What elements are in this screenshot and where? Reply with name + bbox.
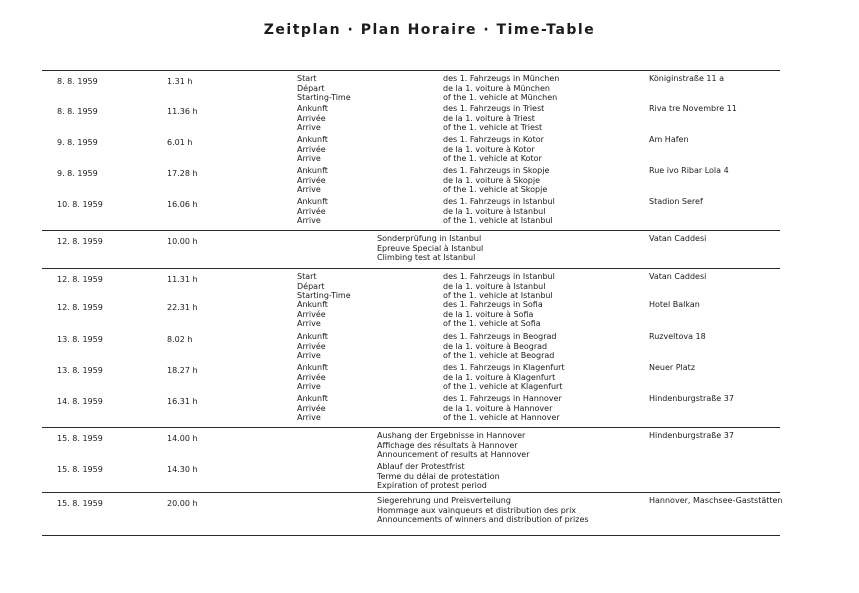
row-action-line: Ankunft (297, 363, 328, 372)
row-location: Riva tre Novembre 11 (649, 104, 737, 113)
row-location: Vatan Caddesi (649, 234, 707, 243)
row-description-line: de la 1. voiture à Sofia (443, 309, 534, 319)
row-event-line: Affichage des résultats à Hannover (377, 440, 518, 450)
row-action-line: Arrivée (297, 206, 326, 216)
row-event-line: Climbing test at Istanbul (377, 253, 476, 263)
row-date: 9. 8. 1959 (57, 169, 98, 178)
row-description-line: des 1. Fahrzeugs in Hannover (443, 394, 562, 403)
row-time: 17.28 h (167, 169, 198, 178)
row-action-line: Start (297, 74, 317, 83)
row-date: 15. 8. 1959 (57, 434, 103, 443)
row-date: 15. 8. 1959 (57, 499, 103, 508)
row-date: 12. 8. 1959 (57, 237, 103, 246)
row-description-line: de la 1. voiture à München (443, 83, 550, 93)
row-action-line: Arrivée (297, 144, 326, 154)
row-date: 13. 8. 1959 (57, 335, 103, 344)
section-divider (42, 230, 780, 231)
row-location: Neuer Platz (649, 363, 696, 372)
row-action (297, 74, 351, 103)
row-action (297, 197, 328, 226)
row-event-line: Sonderprüfung in Istanbul (377, 234, 482, 243)
row-description-line: de la 1. voiture à Kotor (443, 144, 535, 154)
row-event-line: Ablauf der Protestfrist (377, 462, 465, 471)
row-date: 8. 8. 1959 (57, 107, 98, 116)
row-description-line: des 1. Fahrzeugs in Kotor (443, 135, 544, 144)
row-description-line: des 1. Fahrzeugs in Istanbul (443, 197, 555, 206)
row-location: Hindenburgstraße 37 (649, 431, 734, 440)
row-action-line: Ankunft (297, 332, 328, 341)
row-event (377, 431, 530, 460)
page-title: Zeitplan · Plan Horaire · Time-Table (263, 22, 596, 38)
row-description-line: des 1. Fahrzeugs in Skopje (443, 166, 550, 175)
row-action-line: Arrive (297, 382, 321, 392)
row-date: 15. 8. 1959 (57, 465, 103, 474)
row-description-line: des 1. Fahrzeugs in Triest (443, 104, 545, 113)
row-time: 1.31 h (167, 77, 193, 86)
row-time: 14.30 h (167, 465, 198, 474)
row-description-line: de la 1. voiture à Istanbul (443, 281, 546, 291)
row-description-line: of the 1. vehicle at Hannover (443, 413, 560, 423)
row-description-line: of the 1. vehicle at Triest (443, 123, 543, 133)
row-time: 6.01 h (167, 138, 193, 147)
row-action-line: Départ (297, 281, 325, 291)
row-description-line: of the 1. vehicle at Istanbul (443, 291, 553, 301)
row-time: 22.31 h (167, 303, 198, 312)
row-date: 12. 8. 1959 (57, 275, 103, 284)
row-action-line: Arrivée (297, 403, 326, 413)
row-action-line: Ankunft (297, 104, 328, 113)
row-action-line: Arrive (297, 216, 321, 226)
row-description-line: of the 1. vehicle at Sofia (443, 319, 541, 329)
row-event (377, 496, 589, 525)
row-action-line: Arrive (297, 351, 321, 361)
row-action (297, 166, 328, 195)
row-event-line: Terme du délai de protestation (377, 471, 500, 481)
row-event-line: Siegerehrung und Preisverteilung (377, 496, 511, 505)
row-description (443, 197, 555, 226)
row-action-line: Start (297, 272, 317, 281)
row-action (297, 300, 328, 329)
row-action-line: Arrivée (297, 113, 326, 123)
row-action-line: Arrive (297, 185, 321, 195)
row-action-line: Arrivée (297, 341, 326, 351)
row-description (443, 74, 559, 103)
row-action (297, 332, 328, 361)
section-divider (42, 535, 780, 536)
row-location: Ruzveltova 18 (649, 332, 706, 341)
section-divider (42, 492, 780, 493)
row-description-line: de la 1. voiture à Beograd (443, 341, 548, 351)
row-location: Am Hafen (649, 135, 689, 144)
row-description-line: de la 1. voiture à Hannover (443, 403, 553, 413)
row-time: 14.00 h (167, 434, 198, 443)
row-action-line: Arrive (297, 123, 321, 133)
row-description-line: of the 1. vehicle at Skopje (443, 185, 548, 195)
row-description-line: de la 1. voiture à Skopje (443, 175, 541, 185)
row-date: 8. 8. 1959 (57, 77, 98, 86)
row-time: 20.00 h (167, 499, 198, 508)
row-description (443, 135, 544, 164)
row-description (443, 394, 562, 423)
row-description-line: de la 1. voiture à Triest (443, 113, 535, 123)
row-description-line: des 1. Fahrzeugs in München (443, 74, 560, 83)
row-description-line: of the 1. vehicle at München (443, 93, 558, 103)
row-date: 13. 8. 1959 (57, 366, 103, 375)
row-action-line: Arrive (297, 154, 321, 164)
row-description (443, 272, 555, 301)
row-event-line: Announcement of results at Hannover (377, 450, 530, 460)
row-description (443, 363, 565, 392)
row-action (297, 135, 328, 164)
row-location: Hannover, Maschsee-Gaststätten (649, 496, 783, 505)
row-description-line: of the 1. vehicle at Beograd (443, 351, 555, 361)
row-action-line: Départ (297, 83, 325, 93)
row-description-line: des 1. Fahrzeugs in Beograd (443, 332, 557, 341)
row-location: Stadion Seref (649, 197, 703, 206)
row-time: 11.36 h (167, 107, 198, 116)
row-location: Hotel Balkan (649, 300, 700, 309)
row-location: Königinstraße 11 a (649, 74, 725, 83)
row-action-line: Ankunft (297, 166, 328, 175)
row-event-line: Expiration of protest period (377, 481, 487, 491)
row-event-line: Announcements of winners and distribution of prizes (377, 515, 589, 525)
row-date: 10. 8. 1959 (57, 200, 103, 209)
row-action-line: Arrivée (297, 372, 326, 382)
section-divider (42, 70, 780, 71)
row-event (377, 462, 500, 491)
row-action-line: Ankunft (297, 197, 328, 206)
row-event-line: Epreuve Special à Istanbul (377, 243, 484, 253)
section-divider (42, 427, 780, 428)
row-date: 9. 8. 1959 (57, 138, 98, 147)
row-action-line: Ankunft (297, 135, 328, 144)
row-location: Rue ivo Ribar Lola 4 (649, 166, 729, 175)
row-date: 14. 8. 1959 (57, 397, 103, 406)
row-description-line: de la 1. voiture à Klagenfurt (443, 372, 556, 382)
row-time: 8.02 h (167, 335, 193, 344)
row-location: Vatan Caddesi (649, 272, 707, 281)
row-time: 18.27 h (167, 366, 198, 375)
row-time: 16.31 h (167, 397, 198, 406)
row-action (297, 272, 351, 301)
row-time: 16.06 h (167, 200, 198, 209)
row-action-line: Starting-Time (297, 93, 351, 103)
row-description-line: des 1. Fahrzeugs in Klagenfurt (443, 363, 565, 372)
row-event-line: Aushang der Ergebnisse in Hannover (377, 431, 526, 440)
row-description-line: of the 1. vehicle at Klagenfurt (443, 382, 563, 392)
row-description (443, 300, 543, 329)
row-date: 12. 8. 1959 (57, 303, 103, 312)
row-description-line: of the 1. vehicle at Kotor (443, 154, 542, 164)
row-location: Hindenburgstraße 37 (649, 394, 734, 403)
row-time: 11.31 h (167, 275, 198, 284)
row-description-line: of the 1. vehicle at Istanbul (443, 216, 553, 226)
row-description-line: des 1. Fahrzeugs in Sofia (443, 300, 543, 309)
row-action (297, 363, 328, 392)
row-action-line: Ankunft (297, 300, 328, 309)
row-action-line: Arrivée (297, 175, 326, 185)
row-event-line: Hommage aux vainqueurs et distribution des prix (377, 505, 577, 515)
section-divider (42, 268, 780, 269)
row-action (297, 104, 328, 133)
row-description (443, 332, 556, 361)
row-action-line: Arrivée (297, 309, 326, 319)
row-description (443, 104, 544, 133)
row-description (443, 166, 549, 195)
row-action-line: Arrive (297, 319, 321, 329)
row-event (377, 234, 483, 263)
row-action (297, 394, 328, 423)
row-action-line: Arrive (297, 413, 321, 423)
row-description-line: des 1. Fahrzeugs in Istanbul (443, 272, 555, 281)
row-description-line: de la 1. voiture à Istanbul (443, 206, 546, 216)
row-time: 10.00 h (167, 237, 198, 246)
row-action-line: Starting-Time (297, 291, 351, 301)
row-action-line: Ankunft (297, 394, 328, 403)
